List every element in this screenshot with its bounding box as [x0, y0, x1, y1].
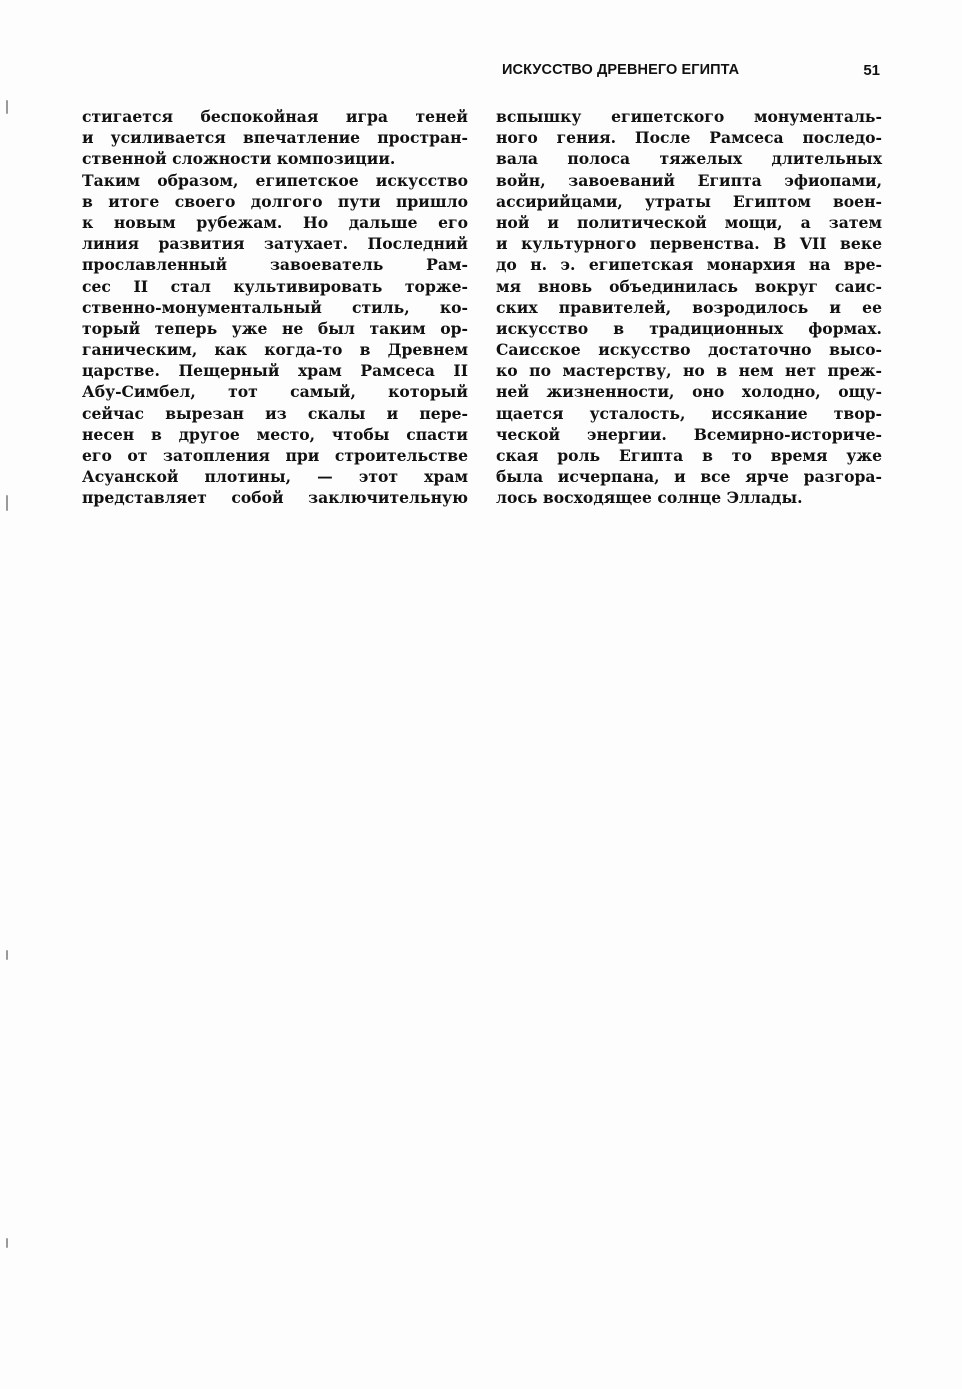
text-line: лось восходящее солнце Эллады.	[496, 488, 803, 508]
right-text-column	[496, 106, 882, 509]
scan-margin-mark	[6, 1238, 8, 1248]
text-line: ганическим, как когда-то в Древнем	[82, 340, 468, 360]
text-line: вала полоса тяжелых длительных	[496, 149, 882, 169]
text-line: ного гения. После Рамсеса последо-	[496, 128, 882, 148]
text-line: линия развития затухает. Последний	[82, 234, 468, 254]
text-line: искусство в традиционных формах.	[496, 318, 882, 338]
text-line: сейчас вырезан из скалы и пере-	[82, 403, 468, 423]
left-text-column	[82, 106, 468, 509]
text-line: мя вновь объединилась вокруг саис-	[496, 276, 882, 296]
text-line: ская роль Египта в то время уже	[496, 446, 882, 465]
text-line: войн, завоеваний Египта эфиопами,	[496, 170, 882, 190]
text-line: ко по мастерству, но в нем нет преж-	[496, 361, 882, 381]
scan-margin-mark	[6, 100, 8, 114]
text-line: ских правителей, возродилось и ее	[496, 297, 882, 317]
text-line: прославленный завоеватель Рам-	[82, 255, 468, 275]
text-line: ственно-монументальный стиль, ко-	[82, 297, 468, 317]
text-line: до н. э. египетская монархия на вре-	[496, 255, 882, 275]
text-line: его от затопления при строительстве	[82, 446, 468, 465]
text-line: вспышку египетского монументаль-	[496, 107, 882, 126]
text-line: несен в другое место, чтобы спасти	[82, 424, 468, 444]
text-line: царстве. Пещерный храм Рамсеса II	[82, 361, 468, 381]
text-line: щается усталость, иссякание твор-	[496, 403, 882, 423]
scan-margin-mark	[6, 495, 8, 511]
text-line: и культурного первенства. В VII веке	[496, 234, 882, 254]
text-line: торый теперь уже не был таким ор-	[82, 318, 468, 338]
page-number: 51	[863, 62, 880, 79]
running-head	[496, 62, 882, 82]
text-line: к новым рубежам. Но дальше его	[82, 212, 468, 232]
text-line: ческой энергии. Всемирно-историче-	[496, 424, 882, 444]
text-line: Саисское искусство достаточно высо-	[496, 340, 882, 360]
text-line: Асуанской плотины, — этот храм	[82, 467, 468, 487]
scan-margin-mark	[6, 950, 8, 960]
text-line: и усиливается впечатление простран-	[82, 128, 468, 148]
running-title: ИСКУССТВО ДРЕВНЕГО ЕГИПТА	[502, 62, 740, 78]
text-line: ней жизненности, оно холодно, ощу-	[496, 382, 882, 402]
text-line: ственной сложности композиции.	[82, 149, 396, 169]
text-line: стигается беспокойная игра теней	[82, 107, 468, 126]
text-line: Таким образом, египетское искусство	[82, 170, 468, 190]
text-line: в итоге своего долгого пути пришло	[82, 191, 468, 211]
text-line: представляет собой заключительную	[82, 488, 468, 508]
text-line: была исчерпана, и все ярче разгора-	[496, 467, 882, 487]
text-line: сес II стал культивировать торже-	[82, 276, 468, 296]
text-line: ной и политической мощи, а затем	[496, 212, 882, 232]
text-line: ассирийцами, утраты Египтом воен-	[496, 191, 882, 211]
text-line: Абу-Симбел, тот самый, который	[82, 382, 468, 402]
